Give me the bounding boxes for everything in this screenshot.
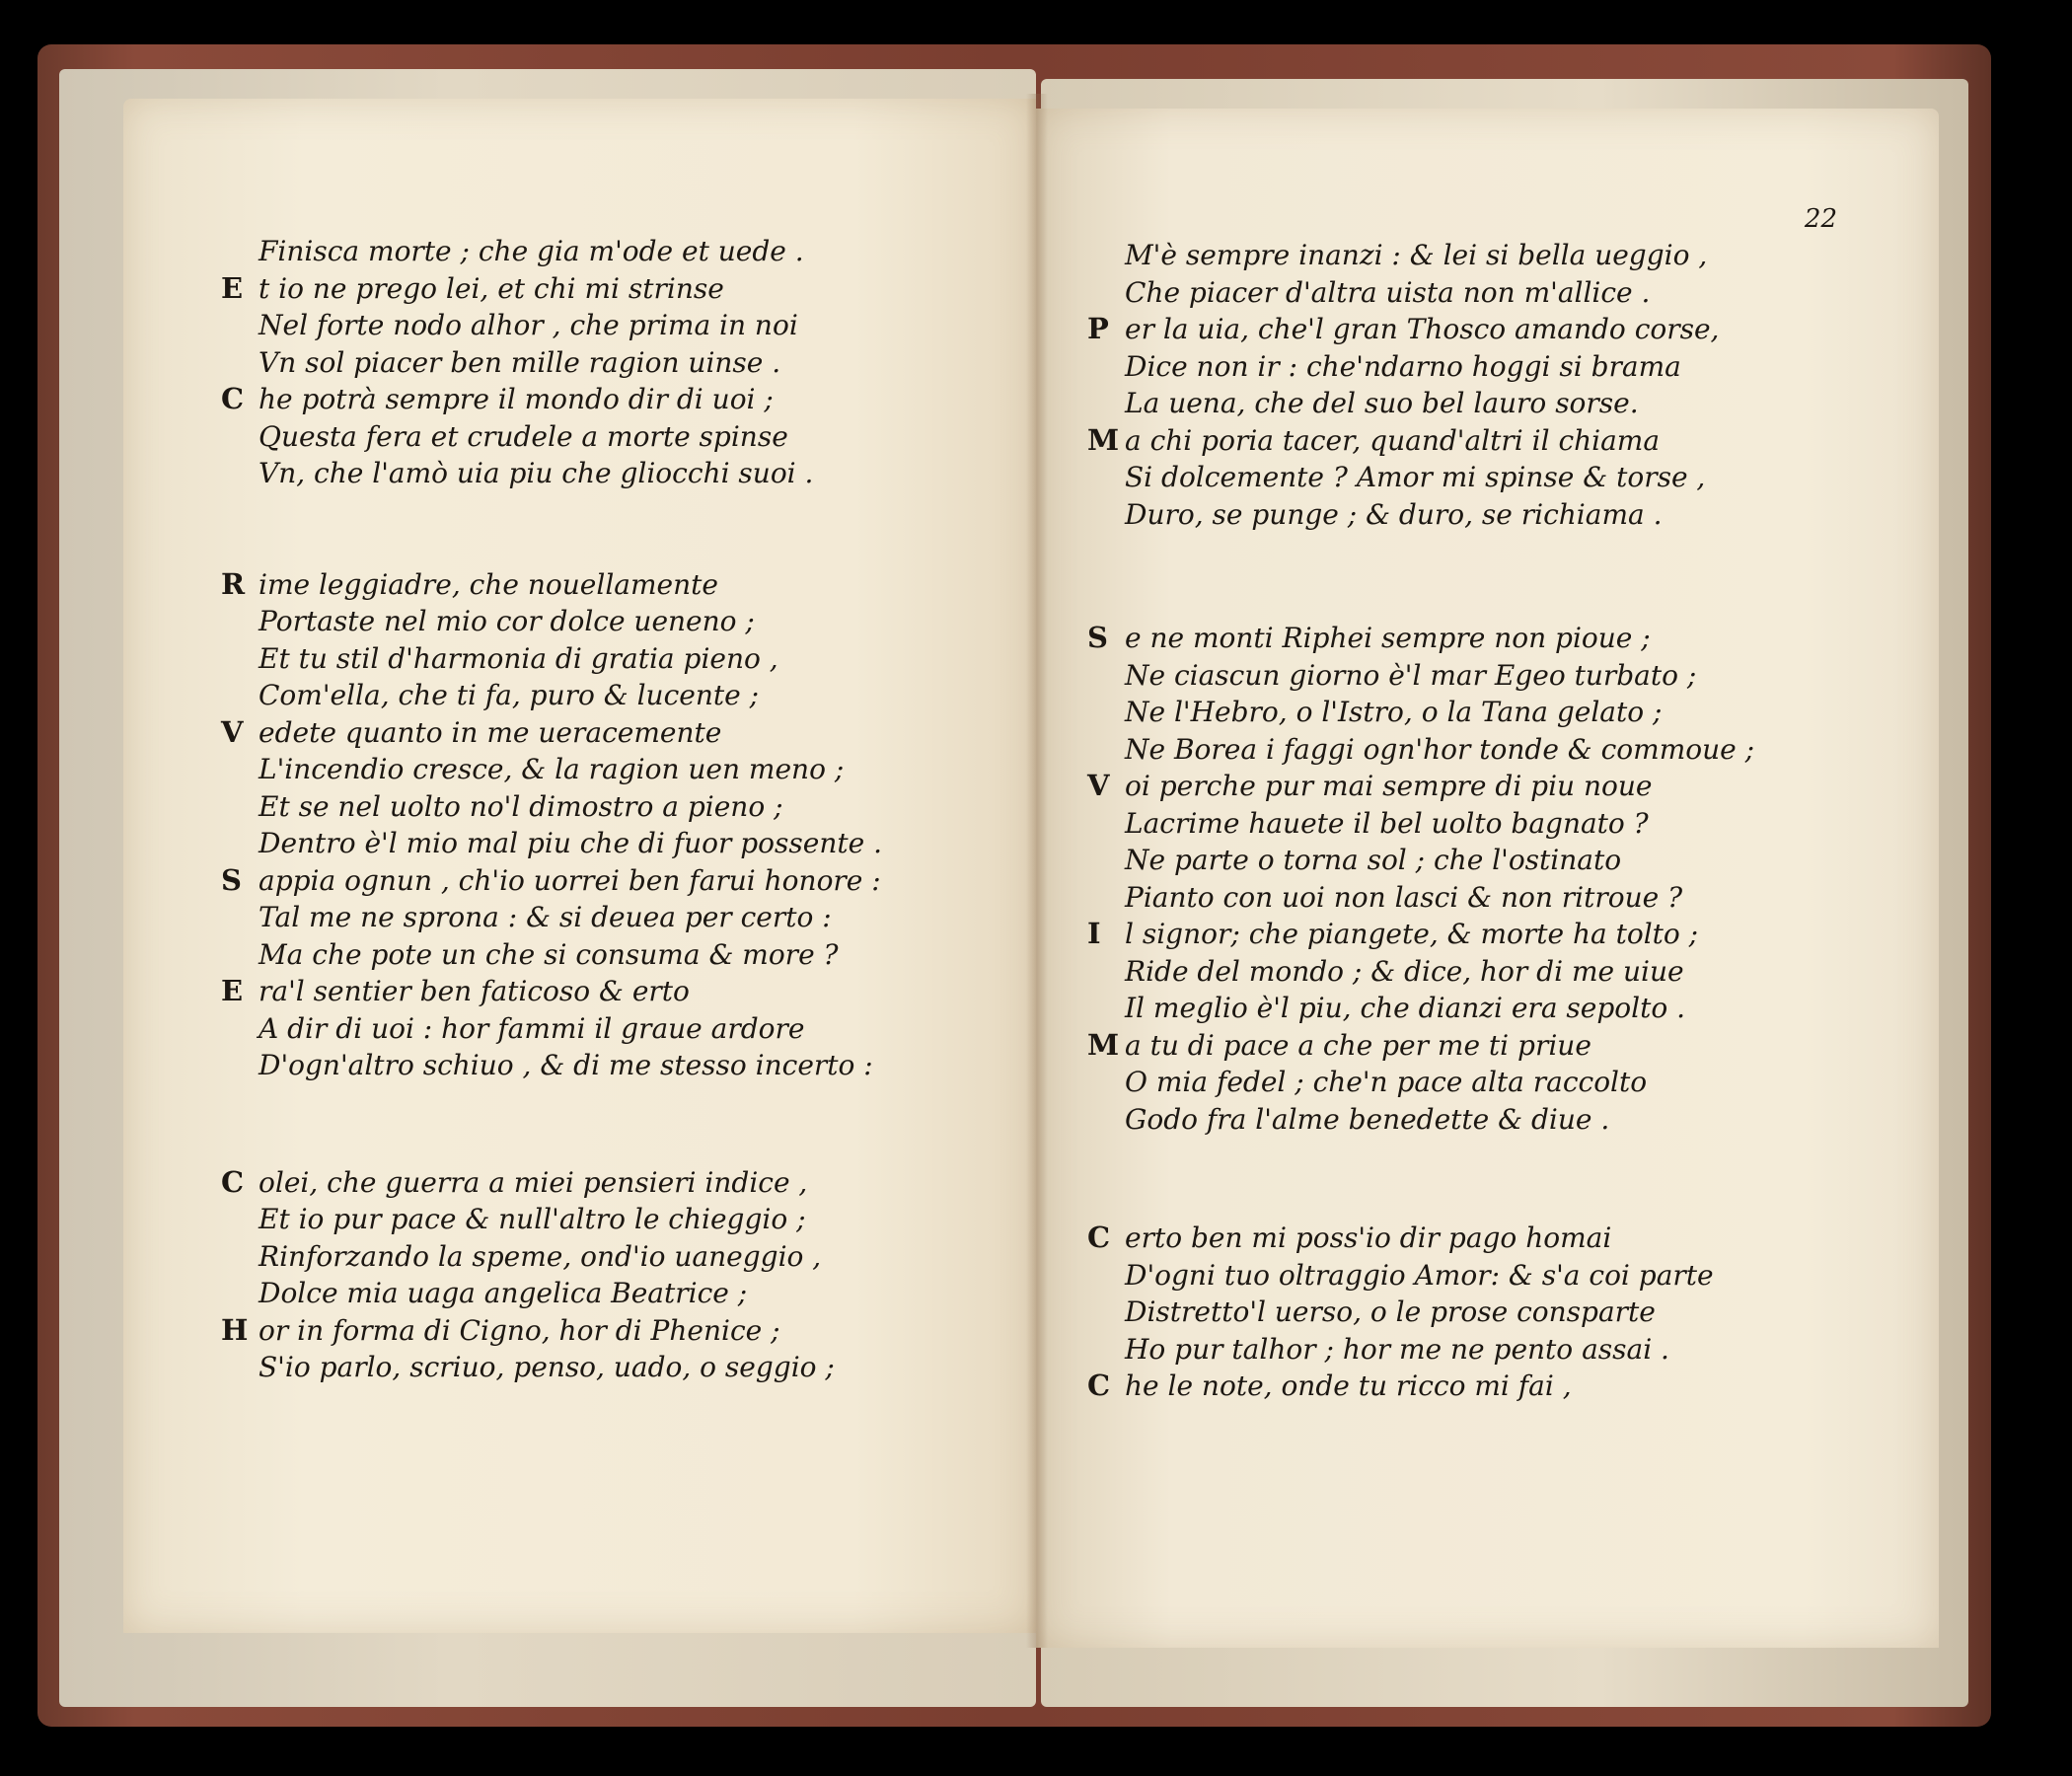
drop-initial: C (221, 1164, 245, 1199)
verse-text: er la uia, che'l gran Thosco amando corse, (1125, 313, 1720, 345)
verse-line (259, 418, 1008, 456)
drop-initial: S (1087, 621, 1108, 654)
verse-text: he potrà sempre il mondo dir di uoi ; (259, 383, 774, 415)
stanza (1087, 1220, 1894, 1405)
verse-text: Finisca morte ; che gia m'ode et uede . (259, 235, 804, 267)
verse-text: Pianto con uoi non lasci & non ritroue ? (1125, 880, 1683, 914)
page-number: 22 (1804, 204, 1837, 234)
verse-line (259, 825, 1008, 862)
stanza (1087, 237, 1894, 533)
verse-text: a tu di pace a che per me ti priue (1125, 1028, 1591, 1062)
verse-text: Questa fera et crudele a morte spinse (259, 419, 788, 453)
verse-text: or in forma di Cigno, hor di Phenice ; (259, 1313, 780, 1347)
verse-text: e ne monti Riphei sempre non pioue ; (1125, 622, 1651, 654)
verse-line (221, 714, 1008, 752)
verse-text: Dolce mia uaga angelica Beatrice ; (259, 1277, 748, 1309)
verse-text: D'ogni tuo oltraggio Amor: & s'a coi parte (1125, 1258, 1714, 1292)
drop-initial: V (1087, 769, 1110, 802)
verse-line (221, 973, 1008, 1010)
verse-line (221, 270, 1008, 308)
verse-text: Godo fra l'alme benedette & diue . (1125, 1102, 1610, 1136)
verse-line (259, 603, 1008, 640)
verse-text: edete quanto in me ueracemente (259, 715, 722, 749)
verse-line (259, 640, 1008, 678)
verse-text: Che piacer d'altra uista non m'allice . (1125, 275, 1651, 309)
verse-line (1125, 1101, 1894, 1139)
drop-initial: C (221, 382, 245, 415)
drop-initial: M (1087, 1027, 1120, 1062)
verse-line (1087, 422, 1894, 460)
verse-line (259, 751, 1008, 788)
verse-line (221, 381, 1008, 418)
verse-line (1125, 842, 1894, 879)
stanza (221, 1164, 1008, 1386)
right-page-text (1087, 237, 1894, 1405)
verse-line (1087, 311, 1894, 348)
verse-text: A dir di uoi : hor fammi il graue ardore (259, 1011, 805, 1045)
verse-line (1125, 1331, 1894, 1369)
verse-line (1087, 1220, 1894, 1257)
verse-line (259, 899, 1008, 936)
verse-text: Dice non ir : che'ndarno hoggi si brama (1125, 349, 1681, 383)
verse-line (221, 566, 1008, 604)
drop-initial: H (221, 1312, 249, 1347)
stanza-gap (259, 1084, 1008, 1164)
verse-line (259, 1275, 1008, 1312)
verse-text: Et se nel uolto no'l dimostro a pieno ; (259, 789, 783, 823)
verse-line (221, 862, 1008, 900)
book-gutter (1026, 94, 1048, 1648)
verse-line (259, 1047, 1008, 1084)
verse-line (1125, 990, 1894, 1027)
verse-text: Vn, che l'amò uia piu che gliocchi suoi . (259, 457, 814, 489)
verse-line (259, 1349, 1008, 1386)
verse-line (1125, 1294, 1894, 1331)
verse-text: appia ognun , ch'io uorrei ben farui honore : (259, 863, 881, 897)
verse-line (1087, 768, 1894, 805)
verse-text: Com'ella, che ti fa, puro & lucente ; (259, 679, 760, 711)
verse-line (1125, 237, 1894, 274)
verse-line (1125, 274, 1894, 312)
verse-text: erto ben mi poss'io dir pago homai (1125, 1221, 1612, 1254)
drop-initial: P (1087, 312, 1109, 345)
verse-line (1125, 385, 1894, 422)
verse-line (259, 1010, 1008, 1048)
left-page-text (221, 233, 1008, 1386)
verse-text: Et tu stil d'harmonia di gratia pieno , (259, 641, 778, 675)
verse-text: Tal me ne sprona : & si deuea per certo : (259, 901, 832, 933)
verse-text: Ne l'Hebro, o l'Istro, o la Tana gelato ; (1125, 696, 1663, 728)
stanza (1087, 620, 1894, 1138)
verse-text: Duro, se punge ; & duro, se richiama . (1125, 497, 1663, 531)
verse-text: Ne ciascun giorno è'l mar Egeo turbato ; (1125, 658, 1697, 692)
verse-text: l signor; che piangete, & morte ha tolto ; (1125, 918, 1699, 950)
stanza-gap (1125, 1138, 1894, 1220)
verse-text: O mia fedel ; che'n pace alta raccolto (1125, 1066, 1648, 1098)
verse-text: Portaste nel mio cor dolce ueneno ; (259, 605, 755, 637)
verse-text: Si dolcemente ? Amor mi spinse & torse , (1125, 461, 1706, 493)
drop-initial: C (1087, 1221, 1111, 1254)
verse-text: Rinforzando la speme, ond'io uaneggio , (259, 1239, 822, 1273)
verse-line (1125, 1257, 1894, 1295)
verse-line (1125, 459, 1894, 496)
verse-line (1125, 657, 1894, 695)
verse-line (1087, 1368, 1894, 1405)
verse-text: oi perche pur mai sempre di piu noue (1125, 770, 1653, 802)
drop-initial: R (221, 566, 246, 601)
verse-text: L'incendio cresce, & la ragion uen meno ; (259, 753, 845, 785)
verse-text: he le note, onde tu ricco mi fai , (1125, 1369, 1572, 1402)
verse-line (259, 788, 1008, 826)
verse-line (259, 344, 1008, 382)
drop-initial: M (1087, 422, 1120, 457)
verse-line (259, 1238, 1008, 1276)
drop-initial: C (1087, 1369, 1111, 1402)
verse-text: ra'l sentier ben faticoso & erto (259, 975, 690, 1007)
drop-initial: E (221, 974, 244, 1007)
drop-initial: I (1087, 917, 1101, 950)
verse-line (221, 1312, 1008, 1350)
verse-text: M'è sempre inanzi : & lei si bella ueggio , (1125, 239, 1708, 271)
stanza (221, 233, 1008, 492)
verse-line (259, 936, 1008, 974)
verse-line (1125, 805, 1894, 843)
verse-line (1087, 916, 1894, 953)
verse-text: t io ne prego lei, et chi mi strinse (259, 271, 724, 305)
verse-text: Et io pur pace & null'altro le chieggio ; (259, 1203, 806, 1235)
verse-line (221, 1164, 1008, 1202)
verse-line (1125, 348, 1894, 386)
verse-line (1125, 1064, 1894, 1101)
verse-text: Distretto'l uerso, o le prose consparte (1125, 1295, 1656, 1328)
verse-text: Vn sol piacer ben mille ragion uinse . (259, 345, 781, 379)
verse-line (1125, 953, 1894, 991)
verse-line (1125, 731, 1894, 769)
verse-text: Il meglio è'l piu, che dianzi era sepolto . (1125, 992, 1685, 1024)
drop-initial: S (221, 862, 242, 897)
stanza (221, 566, 1008, 1084)
verse-text: ime leggiadre, che nouellamente (259, 567, 718, 601)
drop-initial: E (221, 270, 244, 305)
verse-text: Ma che pote un che si consuma & more ? (259, 937, 839, 971)
verse-text: D'ogn'altro schiuo , & di me stesso incerto : (259, 1049, 873, 1081)
verse-text: Ne Borea i faggi ogn'hor tonde & commoue ; (1125, 732, 1755, 766)
verse-text: Nel forte nodo alhor , che prima in noi (259, 309, 798, 341)
verse-line (1125, 694, 1894, 731)
verse-line (1087, 620, 1894, 657)
verse-text: Ne parte o torna sol ; che l'ostinato (1125, 844, 1622, 876)
verse-line (1087, 1027, 1894, 1065)
verse-line (1125, 496, 1894, 534)
verse-text: Ride del mondo ; & dice, hor di me uiue (1125, 954, 1684, 988)
verse-line (259, 455, 1008, 492)
verse-text: S'io parlo, scriuo, penso, uado, o seggio ; (259, 1351, 835, 1383)
verse-text: olei, che guerra a miei pensieri indice , (259, 1165, 808, 1199)
verse-line (259, 307, 1008, 344)
verse-text: Lacrime hauete il bel uolto bagnato ? (1125, 806, 1649, 840)
verse-text: Ho pur talhor ; hor me ne pento assai . (1125, 1332, 1669, 1366)
verse-text: Dentro è'l mio mal piu che di fuor possente . (259, 827, 882, 859)
verse-line (259, 1201, 1008, 1238)
verse-line (259, 233, 1008, 270)
stanza-gap (259, 492, 1008, 566)
verse-line (1125, 879, 1894, 917)
drop-initial: V (221, 714, 244, 749)
verse-line (259, 677, 1008, 714)
stanza-gap (1125, 533, 1894, 620)
verse-text: a chi poria tacer, quand'altri il chiama (1125, 423, 1661, 457)
verse-text: La uena, che del suo bel lauro sorse. (1125, 387, 1639, 419)
